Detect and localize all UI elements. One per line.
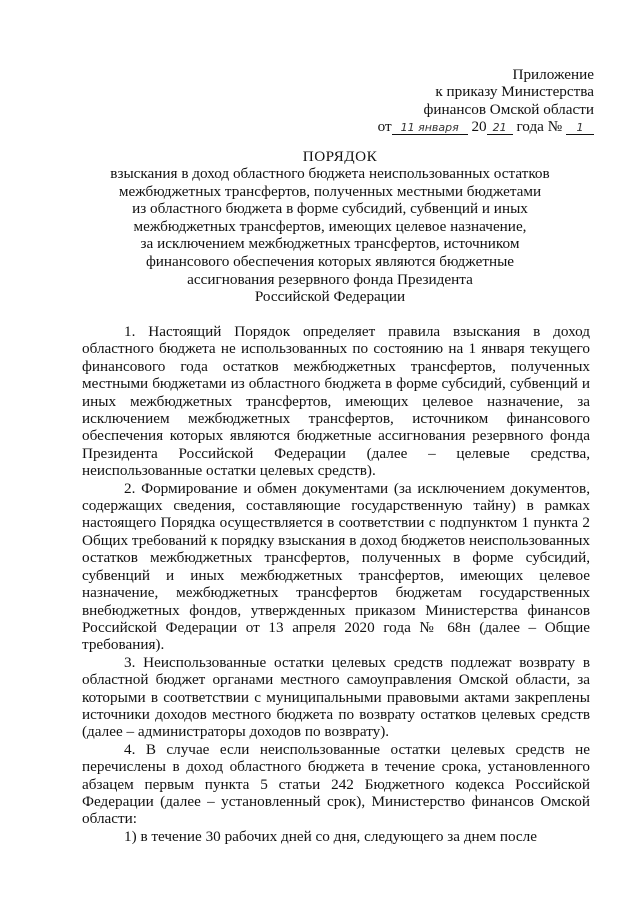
handwritten-number: 1 xyxy=(566,120,594,135)
date-prefix: от xyxy=(377,118,392,136)
subtitle-line: ассигнования резервного фонда Президента xyxy=(187,270,473,288)
subtitle-line: взыскания в доход областного бюджета неиспользованных остатков xyxy=(110,165,550,182)
paragraph-4-item-1: 1) в течение 30 рабочих дней со дня, следующего за днем после xyxy=(124,827,537,845)
paragraph-2: 2. Формирование и обмен документами (за исключением документов, содержащих сведения, составляющие государственную тайну) в рамках настоящего Порядка осуществляется в соответствии с подпунктом 1 пункта 2 Общих требований к порядку взыскания в доход бюджетов неиспользованных остатков межбюджетных трансфертов, полученных в форме субсидий, субвенций и иных межбюджетных трансфертов, имеющих целевое назначение, межбюджетных трансфертов бюджетам государственных внебюджетных фондов, утвержденных приказом Министерства финансов Российской Федерации от 13 апреля 2020 года № 68н (далее – Общие требования). xyxy=(82,479,590,654)
document-body xyxy=(82,323,590,845)
appendix-title: Приложение xyxy=(512,66,594,83)
appendix-date-line xyxy=(378,118,594,135)
subtitle-line: финансового обеспечения которых являются бюджетные xyxy=(145,252,515,270)
handwritten-year: 21 xyxy=(487,120,513,135)
subtitle-line: межбюджетных трансфертов, имеющих целевое назначение, xyxy=(133,217,527,235)
appendix-ministry: финансов Омской области xyxy=(423,100,594,118)
subtitle-line: из областного бюджета в форме субсидий, субвенций и иных xyxy=(132,200,528,218)
paragraph-1: 1. Настоящий Порядок определяет правила взыскания в доход областного бюджета не использованных по состоянию на 1 января текущего финансового года остатков межбюджетных трансфертов, полученных местными бюджетами из областного бюджета в форме субсидий, субвенций и иных межбюджетных трансфертов, имеющих целевое назначение, за исключением межбюджетных трансфертов, источником финансового обеспечения которых являются бюджетные ассигнования резервного фонда Президента Российской Федерации (далее – целевые средства, неиспользованные остатки целевых средств). xyxy=(82,323,590,480)
year-suffix: года № xyxy=(516,118,563,136)
appendix-order-ref: к приказу Министерства xyxy=(435,83,594,101)
handwritten-date: 11 января xyxy=(392,120,468,135)
subtitle-line: межбюджетных трансфертов, полученных местными бюджетами xyxy=(118,182,542,200)
appendix-header xyxy=(378,66,594,136)
document-subtitle xyxy=(100,165,560,306)
paragraph-4: 4. В случае если неиспользованные остатки целевых средств не перечислены в доход областного бюджета в течение срока, установленного абзацем первым пункта 5 статьи 242 Бюджетного кодекса Российской Федерации (далее – установленный срок), Министерство финансов Омской области: xyxy=(82,740,590,828)
year-prefix: 20 xyxy=(471,118,487,136)
paragraph-3: 3. Неиспользованные остатки целевых средств подлежат возврату в областной бюджет органами местного самоуправления Омской области, за которыми в соответствии с муниципальными правовыми актами закреплены источники доходов местного бюджета по возврату остатков целевых средств (далее – администраторы доходов по возврату). xyxy=(82,653,590,741)
subtitle-line: Российской Федерации xyxy=(254,288,406,306)
document-title: ПОРЯДОК xyxy=(302,148,378,165)
subtitle-line: за исключением межбюджетных трансфертов, источником xyxy=(140,235,520,253)
